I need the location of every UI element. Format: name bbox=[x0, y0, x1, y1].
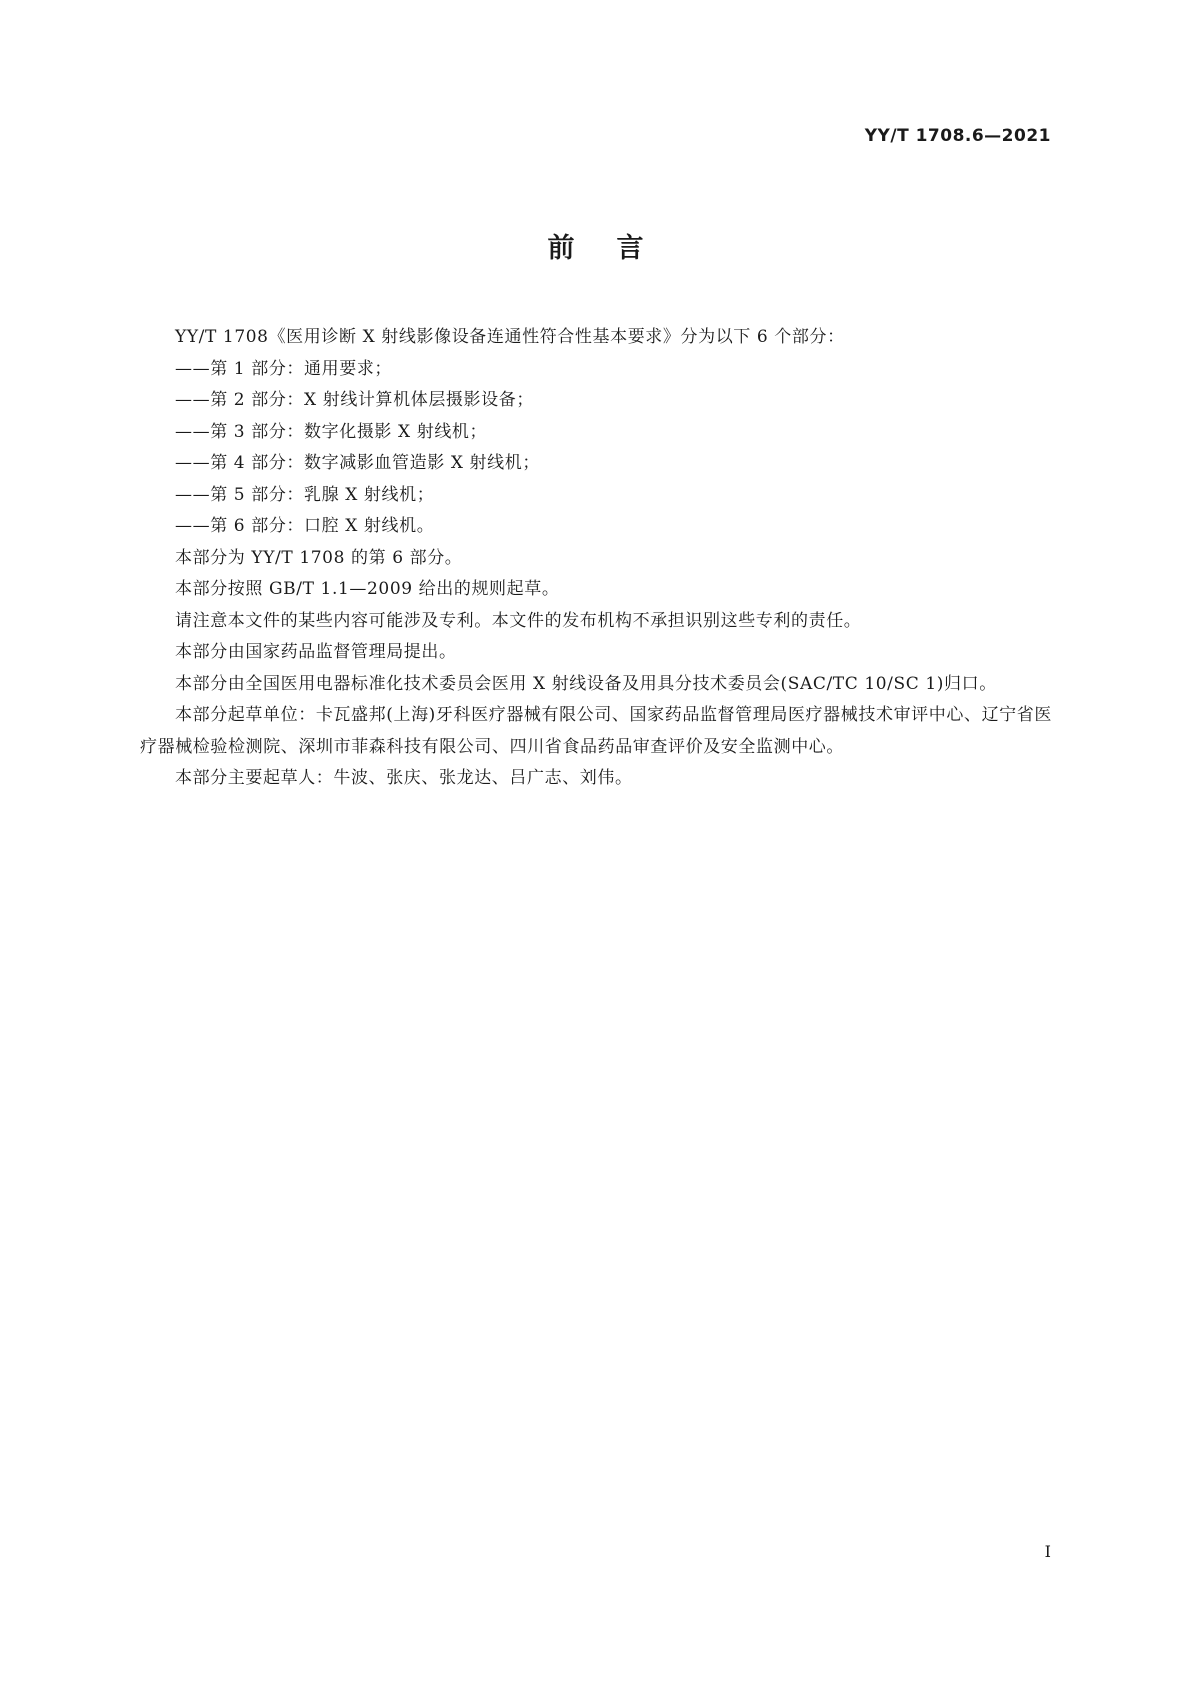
body-paragraph: 本部分由全国医用电器标准化技术委员会医用 X 射线设备及用具分技术委员会(SAC/TC 10/SC 1)归口。 bbox=[175, 673, 997, 694]
part-list-item: ——第 6 部分：口腔 X 射线机。 bbox=[175, 516, 435, 536]
body-paragraph: 本部分按照 GB/T 1.1—2009 给出的规则起草。 bbox=[175, 579, 560, 599]
part-list-item: ——第 2 部分：X 射线计算机体层摄影设备； bbox=[175, 390, 534, 410]
part-list-item: ——第 5 部分：乳腺 X 射线机； bbox=[175, 484, 435, 505]
body-paragraph: 本部分起草单位：卡瓦盛邦(上海)牙科医疗器械有限公司、国家药品监督管理局医疗器械技术审评中心、辽宁省医疗器械检验检测院、深圳市菲森科技有限公司、四川省食品药品审查评价及安全监测中心。 bbox=[140, 705, 1052, 757]
page-number: I bbox=[1044, 1542, 1051, 1561]
body-paragraph: 本部分为 YY/T 1708 的第 6 部分。 bbox=[175, 547, 463, 568]
intro-paragraph: YY/T 1708《医用诊断 X 射线影像设备连通性符合性基本要求》分为以下 6 个部分： bbox=[175, 327, 845, 347]
body-paragraph: 本部分主要起草人：牛波、张庆、张龙达、吕广志、刘伟。 bbox=[175, 768, 633, 788]
part-list-item: ——第 3 部分：数字化摄影 X 射线机； bbox=[175, 421, 488, 442]
body-paragraph: 请注意本文件的某些内容可能涉及专利。本文件的发布机构不承担识别这些专利的责任。 bbox=[175, 610, 862, 631]
part-list-item: ——第 1 部分：通用要求； bbox=[175, 358, 393, 379]
document-body bbox=[140, 322, 1052, 795]
page-title: 前言 bbox=[547, 233, 686, 264]
standard-number: YY/T 1708.6—2021 bbox=[864, 126, 1051, 146]
body-paragraph: 本部分由国家药品监督管理局提出。 bbox=[175, 642, 457, 662]
part-list-item: ——第 4 部分：数字减影血管造影 X 射线机； bbox=[175, 453, 540, 473]
